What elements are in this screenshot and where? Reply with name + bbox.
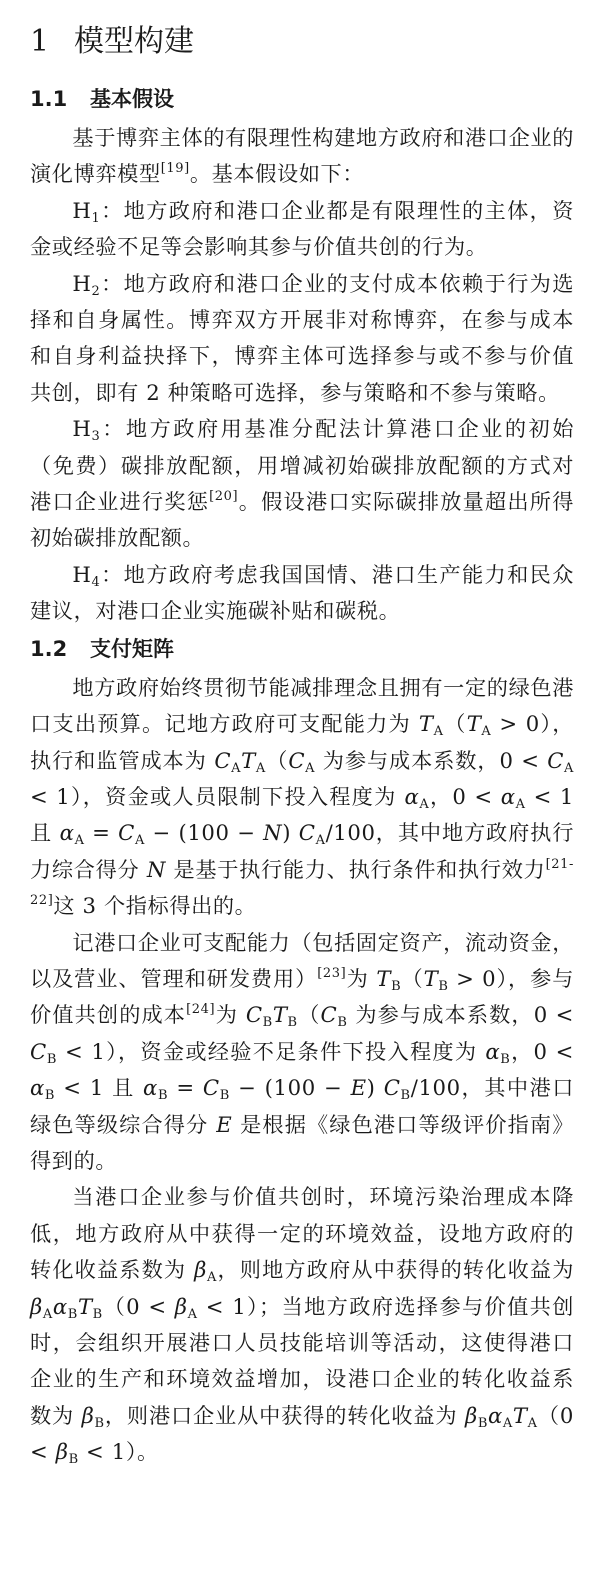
hypothesis-h1: $H_1$：地方政府和港口企业都是有限理性的主体，资金或经验不足等会影响其参与价值共创的行为。 [30,197,574,260]
hypothesis-h4: $H_4$：地方政府考虑我国国情、港口生产能力和民众建议，对港口企业实施碳补贴和碳税。 [30,561,574,624]
port-paragraph: 记港口企业可支配能力（包括固定资产，流动资金，以及营业、管理和研发费用）[23]为 $T_B(T_B > 0)$，参与价值共创的成本[24]为 $C_BT_B(C_B$ 为参与成本系数，$0 < C_B < 1$），资金或经验不足条件下投入程度为 $\alpha_B$，$0 < \alpha_B < 1$ 且 $\alpha_B = C_B - (100 - E)$ $C_B/100$，其中港口绿色等级综合得分 E 是根据《绿色港口等级评价指南》得到的。 [30,929,575,1173]
subsection-title: 支付矩阵 [90,636,174,661]
hypothesis-h3: $H_3$：地方政府用基准分配法计算港口企业的初始（免费）碳排放配额，用增减初始碳排放配额的方式对港口企业进行奖惩[20]。假设港口实际碳排放量超出所得初始碳排放配额。 [30,416,574,551]
section-title: 模型构建 [74,24,194,59]
section-number: 1 [30,24,50,59]
subsection-heading-1 [30,82,574,116]
hypothesis-h2: $H_2$：地方政府和港口企业的支付成本依赖于行为选择和自身属性。博弈双方开展非对称博弈，在参与成本和自身利益抉择下，博弈主体可选择参与或不参与价值共创，即有 2 种策略可选择，参与策略和不参与策略。 [30,270,574,405]
subsection-number: 1.2 [30,636,68,661]
section-heading [30,20,574,64]
citation: [24] [186,1002,216,1018]
subsection-title: 基本假设 [90,87,174,111]
citation: [20] [209,489,239,505]
subsection-heading-2 [30,632,574,666]
intro-paragraph: 基于博弈主体的有限理性构建地方政府和港口企业的演化博弈模型[19]。基本假设如下： [30,125,574,187]
government-paragraph: 地方政府始终贯彻节能减排理念且拥有一定的绿色港口支出预算。记地方政府可支配能力为 $T_A(T_A > 0)$，执行和监管成本为 $C_AT_A(C_A$ 为参与成本系数，$0 < C_A < 1$），资金或人员限制下投入程度为 $\alpha_A$，$0 < \alpha_A < 1$ 且 $\alpha_A = C_A - (100 - N)$ $C_A/100$，其中地方政府执行力综合得分 N 是基于执行能力、执行条件和执行效力[21-22]这 3 个指标得出的。 [30,674,574,919]
subsection-number: 1.1 [30,87,68,111]
citation: [23] [317,965,347,981]
citation: [21-22] [30,856,574,909]
citation: [19] [160,161,190,177]
benefit-paragraph: 当港口企业参与价值共创时，环境污染治理成本降低，地方政府从中获得一定的环境效益，设地方政府的转化收益系数为 $\beta_A$，则地方政府从中获得的转化收益为 $\beta_A\alpha_BT_B(0 < \beta_A < 1)$；当地方政府选择参与价值共创时，会组织开展港口人员技能培训等活动，这使得港口企业的生产和环境效益增加，设港口企业的转化收益系数为 $\beta_B$，则港口企业从中获得的转化收益为 $\beta_B\alpha_AT_A(0 < \beta_B < 1)$。 [30,1184,575,1468]
